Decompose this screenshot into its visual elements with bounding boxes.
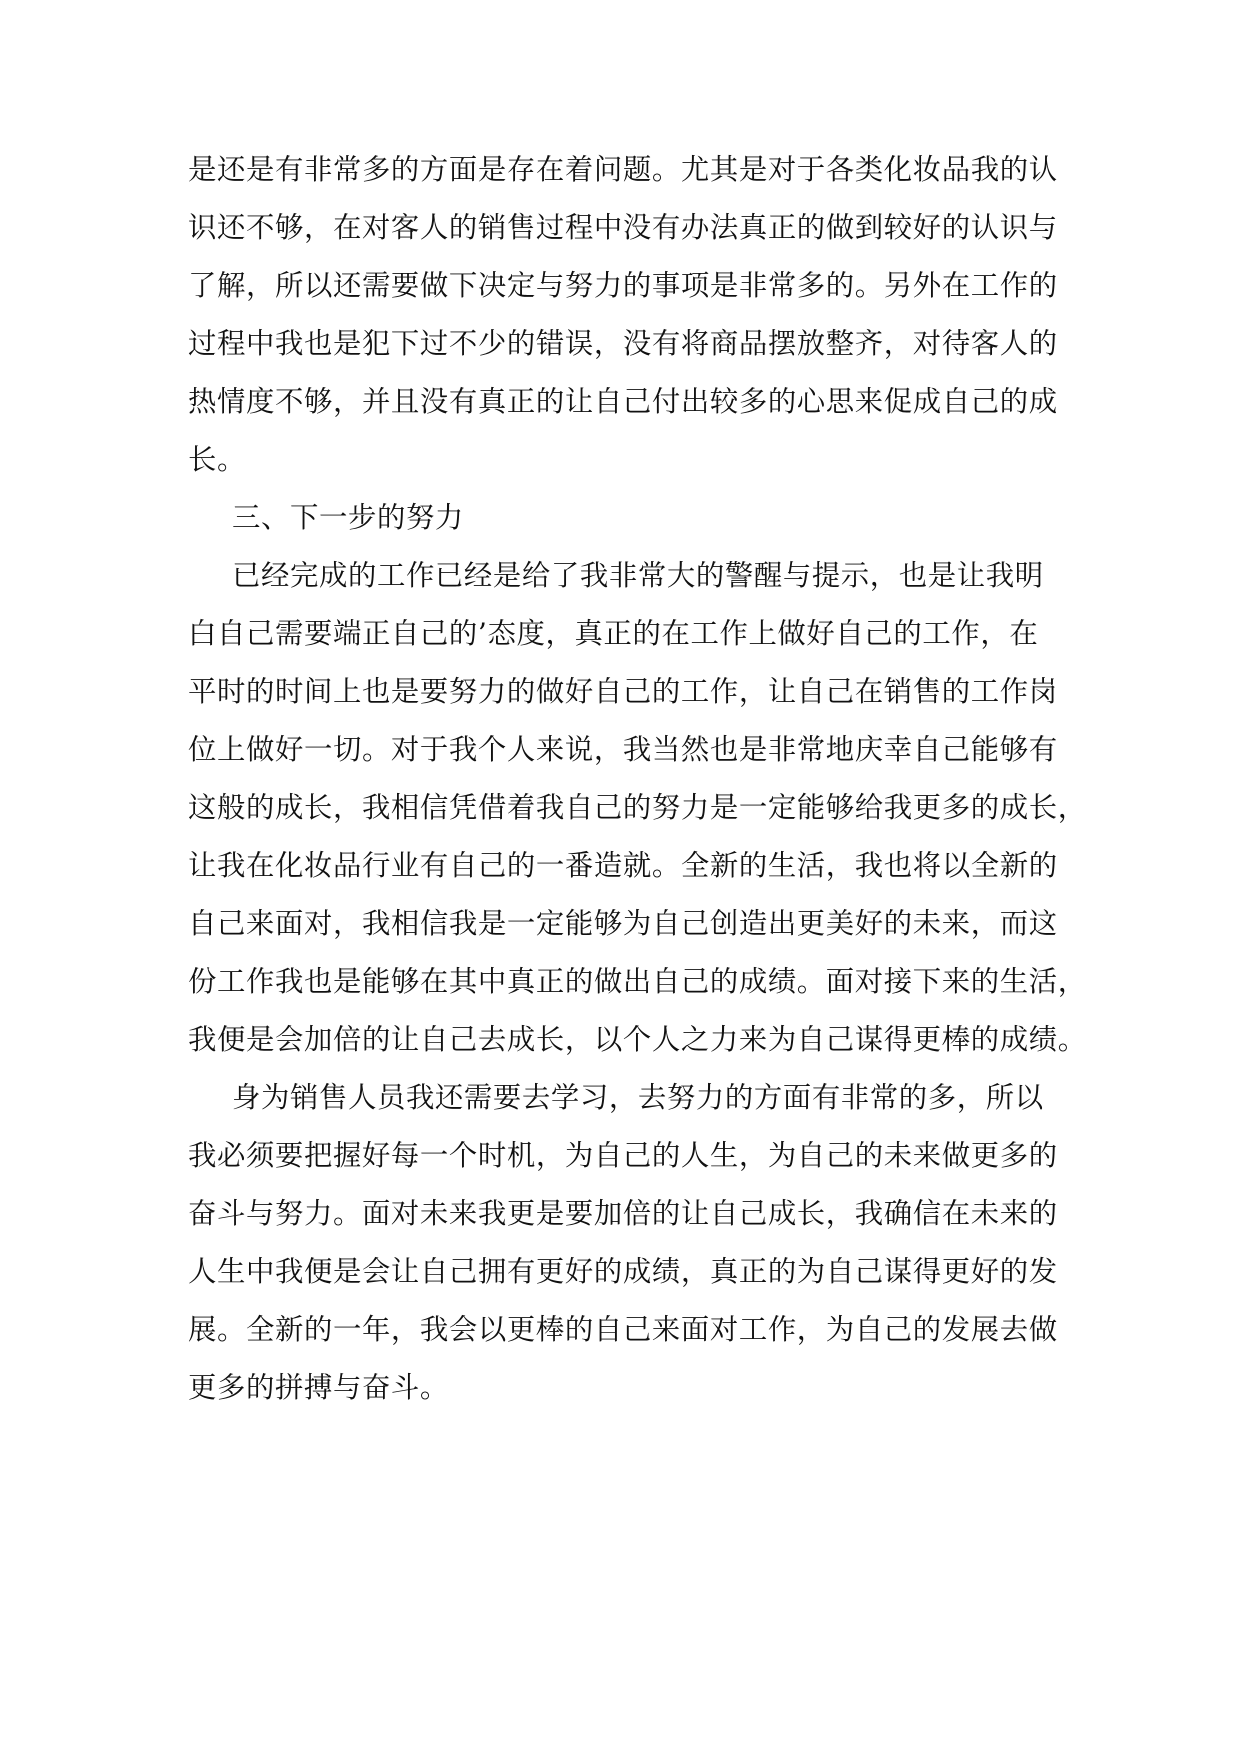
text-line: 热情度不够，并且没有真正的让自己付出较多的心思来促成自己的成 bbox=[188, 385, 1058, 418]
text-line: 这般的成长，我相信凭借着我自己的努力是一定能够给我更多的成长， bbox=[188, 791, 1087, 824]
text-line: 位上做好一切。对于我个人来说，我当然也是非常地庆幸自己能够有 bbox=[188, 733, 1058, 766]
text-line: 奋斗与努力。面对未来我更是要加倍的让自己成长，我确信在未来的 bbox=[188, 1197, 1058, 1230]
text-line: 让我在化妆品行业有自己的一番造就。全新的生活，我也将以全新的 bbox=[188, 849, 1058, 882]
text-line: 身为销售人员我还需要去学习，去努力的方面有非常的多，所以 bbox=[232, 1081, 1044, 1114]
text-line: 了解，所以还需要做下决定与努力的事项是非常多的。另外在工作的 bbox=[188, 269, 1058, 302]
text-line: 平时的时间上也是要努力的做好自己的工作，让自己在销售的工作岗 bbox=[188, 675, 1058, 708]
text-line: 我便是会加倍的让自己去成长，以个人之力来为自己谋得更棒的成绩。 bbox=[188, 1023, 1087, 1056]
text-line: 识还不够，在对客人的销售过程中没有办法真正的做到较好的认识与 bbox=[188, 211, 1058, 244]
text-line: 是还是有非常多的方面是存在着问题。尤其是对于各类化妆品我的认 bbox=[188, 153, 1058, 186]
text-line: 更多的拼搏与奋斗。 bbox=[188, 1371, 449, 1404]
text-line: 人生中我便是会让自己拥有更好的成绩，真正的为自己谋得更好的发 bbox=[188, 1255, 1058, 1288]
text-line: 已经完成的工作已经是给了我非常大的警醒与提示，也是让我明 bbox=[232, 559, 1044, 592]
text-line: 过程中我也是犯下过不少的错误，没有将商品摆放整齐，对待客人的 bbox=[188, 327, 1058, 360]
section-heading: 三、下一步的努力 bbox=[232, 501, 464, 534]
text-line: 我必须要把握好每一个时机，为自己的人生，为自己的未来做更多的 bbox=[188, 1139, 1058, 1172]
text-line: 白自己需要端正自己的’态度，真正的在工作上做好自己的工作，在 bbox=[188, 617, 1039, 650]
text-line: 展。全新的一年，我会以更棒的自己来面对工作，为自己的发展去做 bbox=[188, 1313, 1058, 1346]
text-line: 长。 bbox=[188, 443, 246, 476]
text-line: 份工作我也是能够在其中真正的做出自己的成绩。面对接下来的生活， bbox=[188, 965, 1087, 998]
text-line: 自己来面对，我相信我是一定能够为自己创造出更美好的未来，而这 bbox=[188, 907, 1058, 940]
